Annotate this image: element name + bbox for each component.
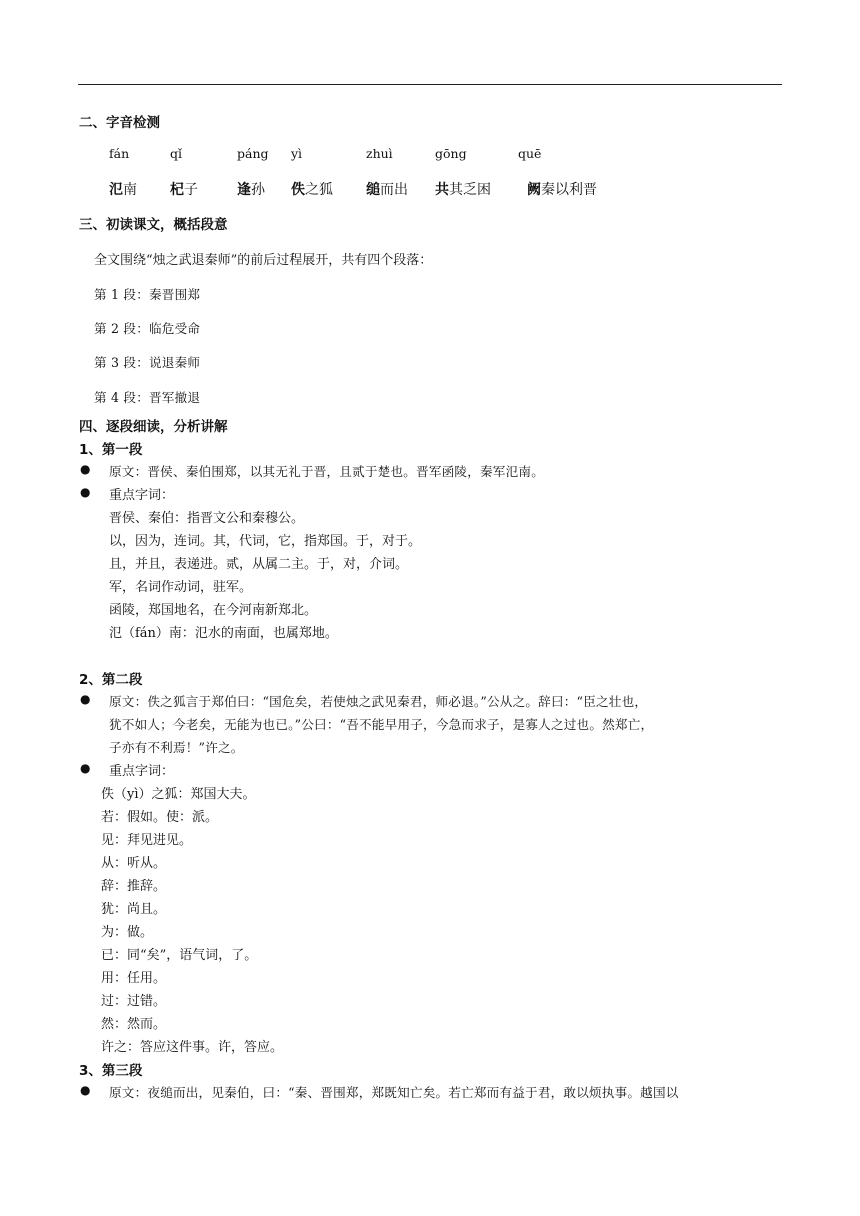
note-line: 然：然而。: [101, 1017, 167, 1032]
summary-intro: 全文围绕“烛之武退秦师”的前后过程展开，共有四个段落：: [94, 253, 433, 268]
section-heading-summary: 三、初读课文，概括段意: [79, 217, 228, 233]
note-line: 函陵，郑国地名，在今河南新郑北。: [109, 603, 318, 618]
subsection-title: 1、第一段: [79, 442, 143, 458]
pinyin: yì: [291, 146, 303, 161]
note-line: 过：过错。: [101, 994, 167, 1009]
subsection-title: 3、第三段: [79, 1063, 143, 1079]
bullet-icon: ●: [80, 692, 91, 706]
note-line: 已：同“矣”，语气词，了。: [101, 948, 258, 963]
note-line: 且，并且，表递进。贰，从属二主。于，对，介词。: [109, 557, 409, 572]
header-rule: [78, 84, 782, 85]
original-text: 原文：晋侯、秦伯围郑，以其无礼于晋，且贰于楚也。晋军函陵，秦军氾南。: [109, 464, 544, 479]
pinyin: qǐ: [170, 146, 182, 161]
original-text-line: 原文：佚之狐言于郑伯曰：“国危矣，若使烛之武见秦君，师必退。”公从之。辞曰：“臣之壮也，: [109, 694, 648, 709]
note-line: 辞：推辞。: [101, 879, 167, 894]
section-heading-analysis: 四、逐段细读，分析讲解: [79, 419, 228, 435]
paragraph-summary: 第 2 段：临危受命: [94, 321, 201, 336]
note-line: 用：任用。: [101, 971, 167, 986]
key-words-label: 重点字词：: [109, 764, 175, 779]
note-line: 军，名词作动词，驻军。: [109, 580, 253, 595]
key-words-label: 重点字词：: [109, 488, 175, 503]
note-line: 为：做。: [101, 925, 154, 940]
word: 缒而出: [366, 182, 408, 198]
note-line: 晋侯、秦伯：指晋文公和秦穆公。: [109, 511, 305, 526]
section-heading-pronunciation: 二、字音检测: [79, 115, 160, 131]
pinyin: fán: [109, 146, 130, 161]
paragraph-summary: 第 1 段：秦晋围郑: [94, 287, 201, 302]
note-line: 犹：尚且。: [101, 902, 167, 917]
original-text-line: 犹不如人；今老矣，无能为也已。”公曰：“吾不能早用子，今急而求子，是寡人之过也。然郑亡，: [109, 717, 654, 732]
original-text-line: 子亦有不利焉！”许之。: [109, 740, 244, 755]
bullet-icon: ●: [80, 761, 91, 775]
pinyin: zhuì: [366, 146, 393, 161]
bullet-icon: ●: [80, 485, 91, 499]
word: 佚之狐: [291, 182, 333, 198]
paragraph-summary: 第 3 段：说退秦师: [94, 355, 201, 370]
note-line: 氾（fán）南：氾水的南面，也属郑地。: [109, 626, 338, 641]
note-line: 从：听从。: [101, 856, 167, 871]
note-line: 许之：答应这件事。许，答应。: [101, 1040, 284, 1055]
word: 杞子: [170, 182, 198, 198]
bullet-icon: ●: [80, 1083, 91, 1097]
paragraph-summary: 第 4 段：晋军撤退: [94, 390, 201, 405]
word: 共其乏困: [435, 182, 491, 198]
note-line: 以，因为，连词。其，代词，它，指郑国。于，对于。: [109, 534, 422, 549]
word: 阙秦以利晋: [527, 182, 597, 198]
pinyin: quē: [518, 146, 542, 161]
pinyin: gōng: [435, 146, 467, 161]
note-line: 见：拜见进见。: [101, 833, 193, 848]
bullet-icon: ●: [80, 462, 91, 476]
note-line: 佚（yì）之狐：郑国大夫。: [101, 787, 256, 802]
note-line: 若：假如。使：派。: [101, 810, 219, 825]
word: 氾南: [109, 182, 137, 198]
pinyin: páng: [237, 146, 269, 161]
word: 逢孙: [237, 182, 265, 198]
original-text: 原文：夜缒而出，见秦伯，曰：“秦、晋围郑，郑既知亡矣。若亡郑而有益于君，敢以烦执事。越国以: [109, 1085, 679, 1100]
subsection-title: 2、第二段: [79, 672, 143, 688]
